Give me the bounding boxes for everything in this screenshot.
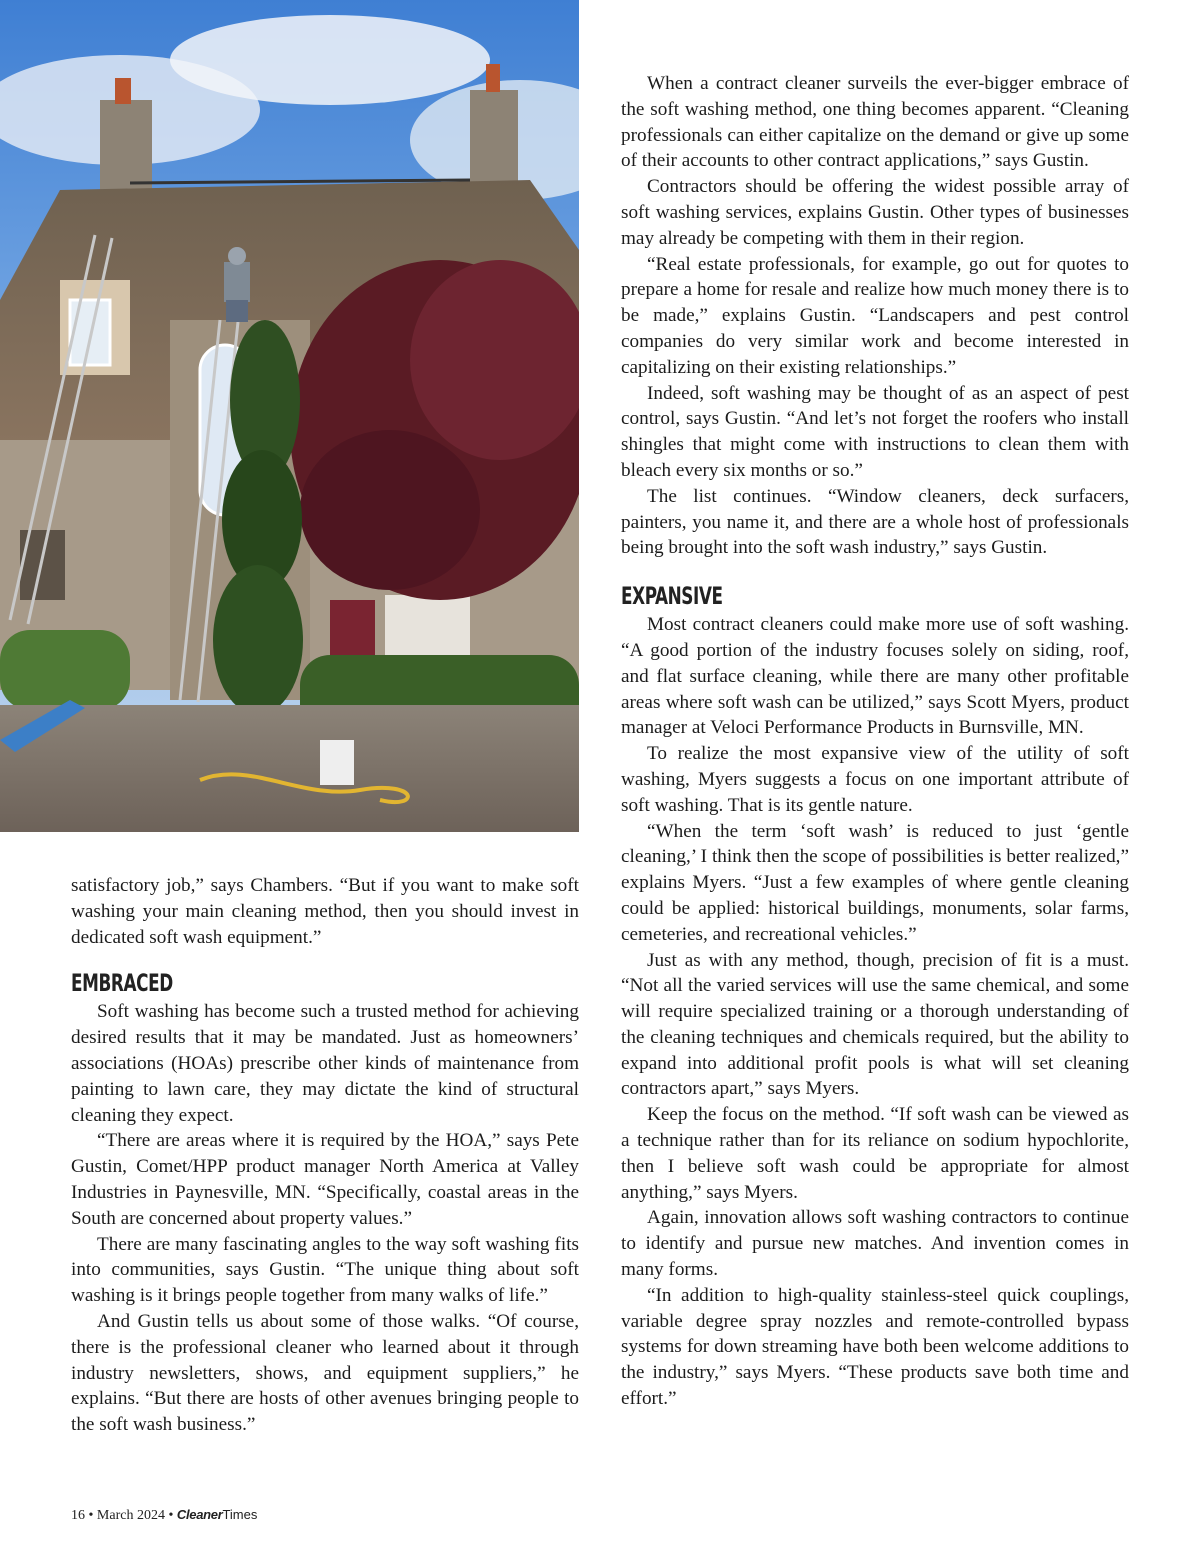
paragraph: And Gustin tells us about some of those walks. “Of course, there is the professional cleaner who learned about it through industry newsletters, shows, and equipment suppliers,” he explains. “But there are hosts of other avenues bringing people to the soft wash business.” — [71, 1310, 579, 1436]
paragraph: Contractors should be offering the widest possible array of soft washing services, explains Gustin. Other types of businesses may already be competing with them in their region. — [621, 176, 1129, 249]
paragraph: Again, innovation allows soft washing contractors to continue to identify and pursue new matches. And invention comes in many forms. — [621, 1207, 1129, 1281]
paragraph: Keep the focus on the method. “If soft wash can be viewed as a technique rather than for its reliance on sodium hypochlorite, then I believe soft wash could be appropriate for almost anything,” says Myers. — [621, 1104, 1129, 1203]
right-column — [621, 71, 1129, 1412]
issue-date: March 2024 — [96, 1508, 165, 1523]
section-heading-embraced: EMBRACED — [71, 969, 173, 998]
page-number: 16 — [71, 1508, 85, 1523]
paragraph: Just as with any method, though, precision of fit is a must. “Not all the varied services will use the same chemical, and some will require specialized training or a thorough understanding of the cleaning techniques and chemicals required, but the ability to expand into additional profit pools is what will set cleaning contractors apart,” says Myers. — [621, 949, 1129, 1100]
page-footer — [71, 1507, 257, 1524]
left-column — [71, 873, 579, 1438]
paragraph: Soft washing has become such a trusted method for achieving desired results that it may be mandated. Just as homeowners’ associations (HOAs) prescribe other kinds of maintenance from painting to lawn care, they may dictate the kind of structural cleaning they expect. — [71, 1001, 579, 1126]
article-photo — [0, 0, 579, 832]
paragraph: To realize the most expansive view of the utility of soft washing, Myers suggests a focus on one important attribute of soft washing. That is its gentle nature. — [621, 743, 1129, 816]
house-photo — [0, 0, 579, 832]
paragraph: The list continues. “Window cleaners, deck surfacers, painters, you name it, and there are a whole host of professionals being brought into the soft wash industry,” says Gustin. — [621, 485, 1129, 559]
paragraph: When a contract cleaner surveils the ever-bigger embrace of the soft washing method, one thing becomes apparent. “Cleaning professionals can either capitalize on the demand or give up some of their accounts to other contract applications,” says Gustin. — [621, 73, 1129, 172]
footer-separator: • — [168, 1508, 174, 1523]
paragraph: Indeed, soft washing may be thought of as an aspect of pest control, says Gustin. “And let’s not forget the roofers who install shingles that might come with instructions to clean them with bleach every six months or so.” — [621, 382, 1129, 481]
paragraph: “Real estate professionals, for example, go out for quotes to prepare a home for resale and realize how much money there is to be made,” explains Gustin. “Landscapers and pest control companies do very similar work and become interested in capitalizing on their existing relationships.” — [621, 253, 1129, 378]
paragraph: There are many fascinating angles to the way soft washing fits into communities, says Gustin. “The unique thing about soft washing is it brings people together from many walks of life.” — [71, 1233, 579, 1307]
section-heading-expansive: EXPANSIVE — [621, 582, 723, 611]
paragraph: “When the term ‘soft wash’ is reduced to just ‘gentle cleaning,’ I think then the scope of possibilities is better realized,” explains Myers. “Just a few examples of where gentle cleaning could be applied: historical buildings, monuments, solar farms, cemeteries, and recreational vehicles.” — [621, 820, 1129, 945]
paragraph: satisfactory job,” says Chambers. “But if you want to make soft washing your main cleaning method, then you should invest in dedicated soft wash equipment.” — [71, 875, 579, 948]
magazine-name-part2: Times — [222, 1507, 258, 1522]
footer-separator: • — [88, 1508, 94, 1523]
paragraph: “There are areas where it is required by the HOA,” says Pete Gustin, Comet/HPP product manager North America at Valley Industries in Paynesville, MN. “Specifically, coastal areas in the South are concerned about property values.” — [71, 1130, 579, 1229]
paragraph: Most contract cleaners could make more use of soft washing. “A good portion of the industry focuses solely on siding, roof, and flat surface cleaning, while there are many other profitable areas where soft wash can be utilized,” says Scott Myers, product manager at Veloci Performance Products in Burnsville, MN. — [621, 614, 1129, 739]
paragraph: “In addition to high-quality stainless-steel quick couplings, variable degree spray nozzles and remote-controlled bypass systems for down streaming have both been welcome additions to the industry,” says Myers. “These products save both time and effort.” — [621, 1284, 1129, 1410]
magazine-name-part1: Cleaner — [176, 1507, 223, 1522]
